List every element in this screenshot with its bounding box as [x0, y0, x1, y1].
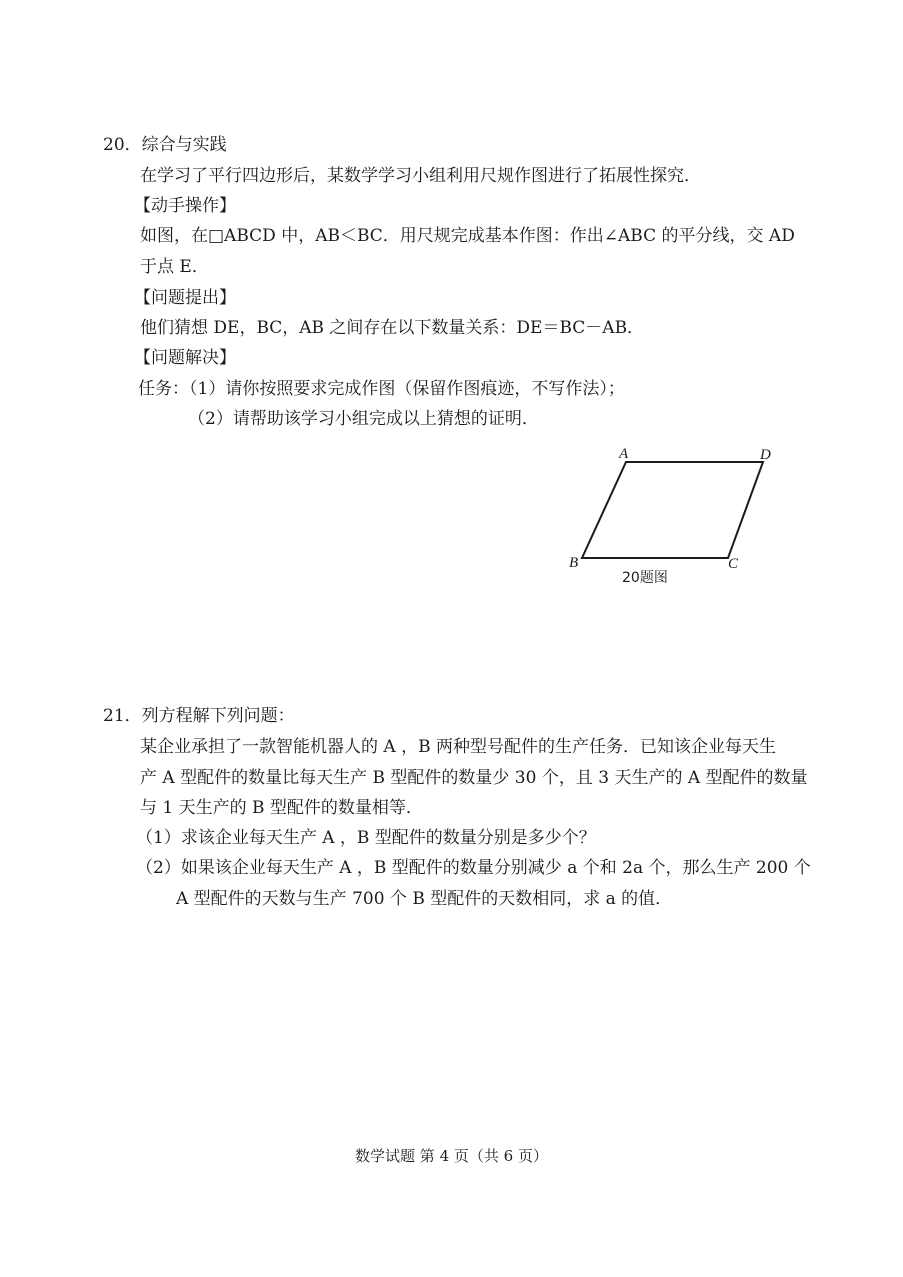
q20-question-title: 【问题提出】: [134, 288, 236, 308]
figure-caption: 20题图: [622, 570, 668, 586]
q20-operation-line2: 于点 E．: [140, 257, 209, 277]
q20-solve-title: 【问题解决】: [134, 348, 236, 368]
vertex-label-c: C: [728, 556, 739, 572]
parallelogram-abcd: [582, 462, 763, 558]
q20-operation-line1: 如图，在□ABCD 中，AB＜BC．用尺规完成基本作图：作出∠ABC 的平分线，交 AD: [140, 226, 795, 246]
vertex-label-a: A: [619, 446, 629, 462]
q20-heading: 20．综合与实践: [103, 135, 227, 155]
q21-sub2-line1: （2）如果该企业每天生产 A ，B 型配件的数量分别减少 a 个和 2a 个，那么生产 200 个: [136, 858, 811, 878]
parallelogram-diagram: [560, 440, 790, 590]
q21-sub2-line2: A 型配件的天数与生产 700 个 B 型配件的天数相同，求 a 的值．: [176, 889, 673, 909]
q21-sub1: （1）求该企业每天生产 A ，B 型配件的数量分别是多少个？: [136, 828, 596, 848]
vertex-label-b: B: [569, 555, 579, 571]
q20-operation-title: 【动手操作】: [134, 196, 236, 216]
q20-figure: [560, 440, 790, 590]
page-footer: 数学试题 第 4 页（共 6 页）: [355, 1147, 548, 1165]
q21-para-line1: 某企业承担了一款智能机器人的 A ，B 两种型号配件的生产任务．已知该企业每天生: [140, 737, 776, 757]
q20-intro: 在学习了平行四边形后，某数学学习小组利用尺规作图进行了拓展性探究．: [140, 166, 701, 186]
q21-para-line3: 与 1 天生产的 B 型配件的数量相等．: [140, 798, 423, 818]
q21-para-line2: 产 A 型配件的数量比每天生产 B 型配件的数量少 30 个，且 3 天生产的 A 型配件的数量: [140, 768, 808, 788]
vertex-label-d: D: [760, 447, 771, 463]
q20-task2: （2）请帮助该学习小组完成以上猜想的证明．: [188, 409, 539, 429]
q20-task1: 任务：（1）请你按照要求完成作图（保留作图痕迹，不写作法）；: [138, 379, 625, 399]
q20-question-text: 他们猜想 DE，BC，AB 之间存在以下数量关系：DE＝BC－AB．: [140, 318, 645, 338]
q21-heading: 21．列方程解下列问题：: [103, 706, 295, 726]
